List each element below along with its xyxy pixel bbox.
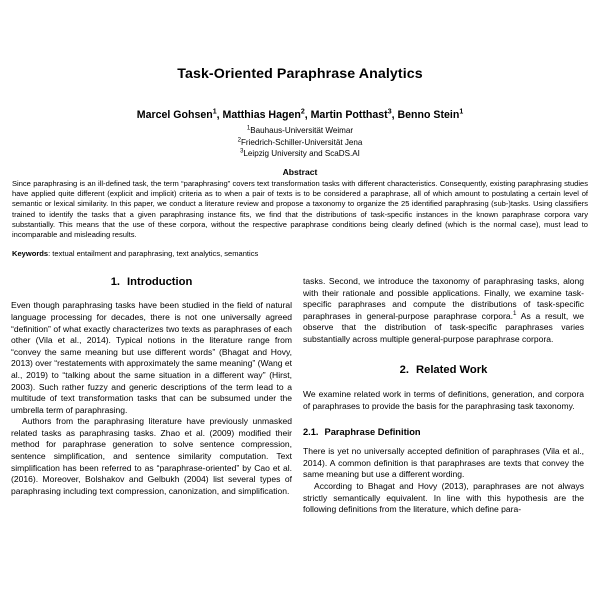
keywords-value: textual entailment and paraphrasing, text analytics, semantics bbox=[52, 248, 259, 258]
keywords-label: Keywords bbox=[12, 248, 49, 258]
section-heading-related-work bbox=[303, 364, 584, 377]
paragraph: We examine related work in terms of definitions, generation, and corpora of paraphrases to provide the basis for the paraphrasing task taxonomy. bbox=[303, 388, 584, 411]
subsection-title: Paraphrase Definition bbox=[324, 427, 421, 438]
affiliation-name: Friedrich-Schiller-Universität Jena bbox=[240, 137, 363, 147]
section-title: Introduction bbox=[127, 276, 193, 289]
paragraph: Even though paraphrasing tasks have been studied in the field of natural language processing for decades, there is not one universally agreed “definition” of what exactly characterizes two texts as paraphrases of each other (Vila et al., 2014). Typical notions in the literature range from “convey the same meaning but use different words” (Bhagat and Hovy, 2013) over “restatements with approximately the same meaning” (Wang et al., 2019) to “talking about the same situation in a different way” (Hirst, 2003). Such rather fuzzy and generic descriptions of the term lead to a multitude of text transformation tasks that can be subsumed under the umbrella term of paraphrasing. bbox=[11, 300, 292, 415]
affiliation-list bbox=[11, 125, 589, 159]
section-heading-introduction bbox=[11, 276, 292, 289]
page-title: Task-Oriented Paraphrase Analytics bbox=[177, 66, 423, 82]
paragraph: According to Bhagat and Hovy (2013), paraphrases are not always strictly semantically equivalent. In line with this hypothesis are the following definitions from the literature, which define para- bbox=[303, 480, 584, 515]
two-column-body bbox=[11, 276, 589, 516]
affiliation-item bbox=[11, 125, 589, 136]
right-column bbox=[303, 276, 584, 516]
author-list: Marcel Gohsen$^1$, Matthias Hagen$^2$, Martin Potthast$^3$, Benno Stein$^1$ bbox=[136, 108, 464, 122]
abstract-text: Since paraphrasing is an ill-defined task, the term “paraphrasing” covers text transformation tasks with different characteristics. Consequently, existing paraphrasing studies have applied quite different (explicit and implicit) criteria as to when a pair of texts is to be considered a paraphrase, all of which amount to postulating a certain level of semantic or lexical similarity. In this paper, we conduct a literature review and propose a taxonomy to organize the 25 identified paraphrasing (sub-)tasks. Using classifiers trained to identify the tasks that a given paraphrasing instance fits, we find that the distributions of task-specific instances in the known paraphrase corpora vary substantially. This means that the use of these corpora, without the respective paraphrase conditions being clearly defined (which is the normal case), must lead to incomparable and misleading results. bbox=[12, 178, 588, 240]
affiliation-item bbox=[11, 137, 589, 148]
subsection-number: 2.1. bbox=[303, 427, 319, 438]
section-title: Related Work bbox=[416, 364, 488, 377]
affiliation-marker: 3 bbox=[240, 148, 244, 155]
paragraph-continuation: tasks. Second, we introduce the taxonomy of paraphrasing tasks, along with their rationale and possible applications. Finally, we examine task-specific paraphrases and compute the distributions of task-specific paraphrases in general-purpose paraphrase corpora.$^1$ As a result, we observe that the distribution of task-specific paraphrases varies substantially across multiple general-purpose paraphrase corpora. bbox=[303, 276, 584, 344]
affiliation-marker: 1 bbox=[246, 125, 251, 132]
subsection-heading-paraphrase-definition bbox=[303, 427, 584, 438]
paragraph: There is yet no universally accepted definition of paraphrases (Vila et al., 2014). A common definition is that paraphrases are texts that convey the same meaning but use a different wording. bbox=[303, 446, 584, 480]
section-number: 1. bbox=[110, 276, 121, 289]
keywords-separator: : bbox=[48, 248, 53, 258]
abstract-heading: Abstract bbox=[282, 166, 318, 177]
affiliation-marker: 2 bbox=[237, 137, 241, 144]
keywords-line bbox=[11, 249, 589, 259]
paragraph: Authors from the paraphrasing literature have previously unmasked related tasks as paraphrasing tasks. Zhao et al. (2009) modified their method for paraphrase generation to solve sentence compression, sentence simplification, and sentence similarity computation. Text simplification has been referred to as “paraphrase-oriented” by Cao et al. (2016). Moreover, Bolshakov and Gelbukh (2004) list several types of paraphrasing including text compression, canonization, and simplification. bbox=[11, 416, 292, 496]
section-number: 2. bbox=[399, 364, 410, 377]
affiliation-name: Bauhaus-Universität Weimar bbox=[250, 126, 354, 136]
affiliation-name: Leipzig University and ScaDS.AI bbox=[243, 149, 360, 159]
left-column bbox=[11, 276, 292, 516]
affiliation-item bbox=[11, 148, 589, 159]
